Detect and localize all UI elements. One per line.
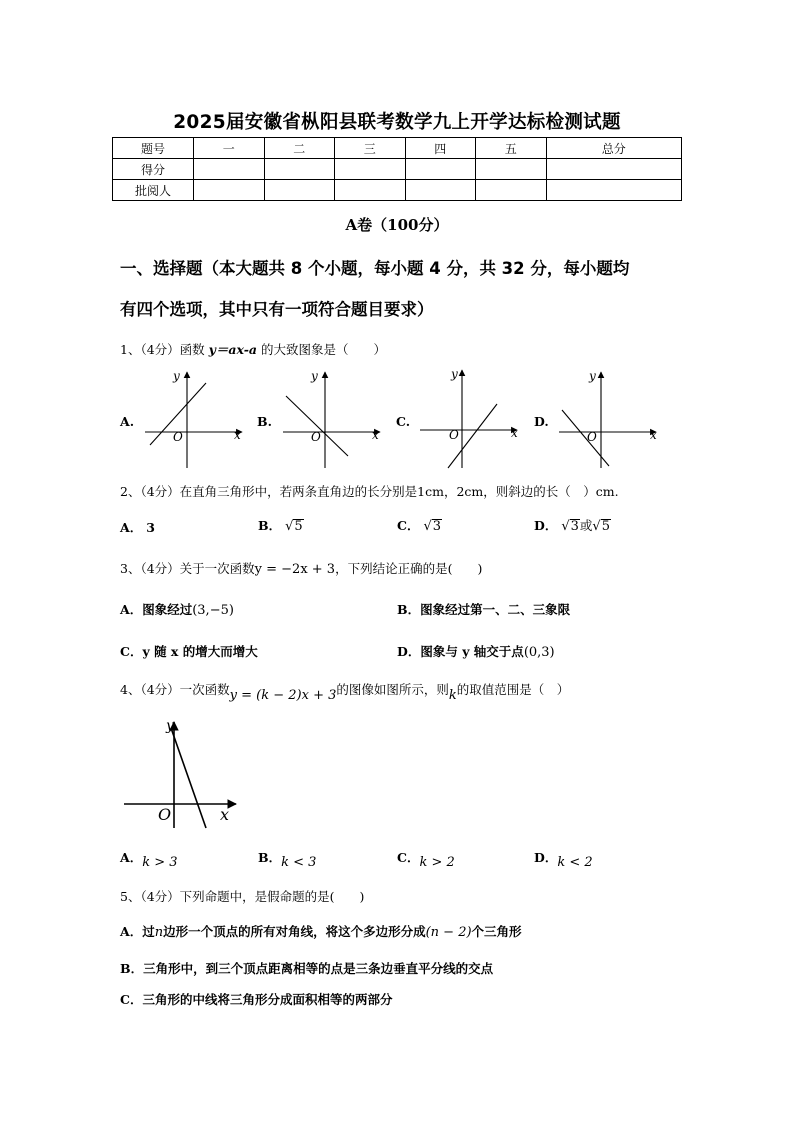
table-cell: 四 (405, 138, 476, 159)
table-cell[interactable] (335, 159, 406, 180)
volume-heading: A卷（100分） (345, 216, 449, 234)
q1-prefix: 1、（4分）函数 (120, 342, 205, 357)
question-2-stem: 2、（4分）在直角三角形中，若两条直角边的长分别是1cm，2cm，则斜边的长（ ）cm. (120, 484, 619, 499)
y-label: y (166, 718, 174, 734)
origin-label: O (587, 430, 597, 444)
table-cell[interactable] (476, 159, 547, 180)
section-heading-line2: 有四个选项，其中只有一项符合题目要求） (120, 300, 434, 319)
option-text: 图象经过 (142, 602, 193, 617)
table-cell[interactable] (194, 180, 265, 201)
q1-option-b-label: B. (257, 414, 272, 429)
q1-option-c-label: C. (396, 414, 411, 429)
q4-mid: 的图像如图所示，则 (336, 682, 449, 697)
table-cell[interactable] (264, 159, 335, 180)
radicand: 3 (570, 519, 579, 534)
origin-label: O (173, 430, 183, 444)
score-table-row (113, 180, 682, 201)
section-heading-line1: 一、选择题（本大题共 8 个小题，每小题 4 分，共 32 分，每小题均 (120, 259, 630, 278)
score-table-header-row (113, 138, 682, 159)
exam-title: 2025届安徽省枞阳县联考数学九上开学达标检测试题 (173, 112, 621, 133)
x-label: x (220, 805, 230, 824)
question-1-stem (120, 340, 386, 358)
q4-suffix: 的取值范围是（ ） (456, 682, 570, 697)
table-cell: 得分 (113, 159, 194, 180)
question-4-stem (120, 680, 570, 703)
q2-option-c (397, 516, 442, 534)
q4-formula: y = (k − 2)x + 3 (229, 688, 337, 703)
x-label: x (511, 426, 518, 440)
score-table (112, 137, 682, 201)
q3-formula: y = −2x + 3 (254, 562, 336, 577)
option-label: D． (397, 644, 421, 659)
q4-var: k (448, 688, 457, 703)
sqrt-sign: √ (285, 519, 294, 534)
table-cell: 五 (476, 138, 547, 159)
q5-option-c: C．三角形的中线将三角形分成面积相等的两部分 (120, 992, 393, 1007)
question-3-stem (120, 559, 482, 577)
q1-option-a-label: A. (120, 414, 135, 429)
option-text: 边形一个顶点的所有对角线，将这个多边形分成 (163, 924, 426, 939)
option-math: k < 2 (557, 855, 593, 870)
option-label: B． (258, 850, 282, 865)
q1-formula: y＝ax-a (208, 342, 258, 357)
table-cell: 二 (264, 138, 335, 159)
function-line (286, 396, 348, 456)
x-label: x (234, 428, 241, 442)
q4-option-a (120, 848, 178, 870)
sqrt-sign: √ (423, 519, 432, 534)
option-text: 图象与 y 轴交于点 (420, 644, 524, 659)
option-math: (n − 2) (425, 925, 472, 940)
table-cell: 三 (335, 138, 406, 159)
x-label: x (650, 428, 657, 442)
option-math: k < 3 (281, 855, 317, 870)
q3-option-a (120, 600, 234, 618)
y-label: y (451, 367, 458, 381)
radicand: 5 (294, 519, 303, 534)
table-cell[interactable] (405, 159, 476, 180)
q4-option-c (397, 848, 455, 870)
radicand: 5 (601, 519, 610, 534)
option-label: D． (534, 518, 558, 533)
q3-option-b (397, 600, 570, 618)
q3-option-d (397, 642, 555, 660)
option-math: k > 3 (142, 855, 178, 870)
origin-label: O (311, 430, 321, 444)
option-label: C． (397, 850, 420, 865)
y-label: y (589, 369, 596, 383)
option-text: 3 (146, 520, 155, 535)
q4-option-b (258, 848, 317, 870)
function-line (171, 728, 206, 828)
option-math: k > 2 (419, 855, 455, 870)
option-text: 个三角形 (471, 924, 522, 939)
table-cell[interactable] (546, 180, 682, 201)
table-cell[interactable] (546, 159, 682, 180)
option-label: D． (534, 850, 558, 865)
option-math: (0,3) (523, 645, 555, 660)
option-text: A．过 (120, 924, 155, 939)
q1-graph-a (140, 366, 250, 472)
table-cell: 题号 (113, 138, 194, 159)
table-cell[interactable] (476, 180, 547, 201)
option-label: A． (120, 520, 143, 535)
y-label: y (311, 369, 318, 383)
q2-option-b (258, 516, 304, 534)
question-5-stem: 5、（4分）下列命题中，是假命题的是( ) (120, 889, 365, 904)
q1-graph-d (554, 366, 664, 472)
origin-label: O (449, 428, 459, 442)
table-cell[interactable] (335, 180, 406, 201)
sqrt-sign: √ (561, 519, 570, 534)
table-cell: 一 (194, 138, 265, 159)
q3-prefix: 3、（4分）关于一次函数 (120, 561, 255, 576)
option-label: C． (397, 518, 420, 533)
score-table-row (113, 159, 682, 180)
q5-option-a (120, 922, 522, 940)
option-text: 图象经过第一、二、三象限 (420, 602, 571, 617)
q2-option-a (120, 518, 155, 536)
sqrt-sign: √ (592, 519, 601, 534)
option-label: A． (120, 850, 143, 865)
q5-option-b: B．三角形中，到三个顶点距离相等的点是三条边垂直平分线的交点 (120, 961, 494, 976)
option-label: A． (120, 602, 143, 617)
option-label: C． (120, 644, 143, 659)
q1-graph-c (415, 364, 525, 470)
table-cell: 批阅人 (113, 180, 194, 201)
q4-graph (122, 716, 240, 832)
table-cell[interactable] (194, 159, 265, 180)
q4-option-d (534, 848, 593, 870)
q1-suffix: 的大致图象是（ ） (261, 342, 387, 357)
option-label: B． (258, 518, 282, 533)
y-label: y (173, 369, 180, 383)
table-cell: 总分 (546, 138, 682, 159)
origin-label: O (158, 805, 172, 824)
q3-suffix: ，下列结论正确的是( ) (335, 561, 483, 576)
x-label: x (372, 428, 379, 442)
option-connector: 或 (579, 518, 593, 533)
q3-option-c (120, 642, 258, 660)
radicand: 3 (432, 519, 442, 534)
table-cell[interactable] (264, 180, 335, 201)
q2-option-d (534, 516, 611, 534)
q1-graph-b (278, 366, 388, 472)
option-text: y 随 x 的增大而增大 (142, 644, 258, 659)
option-math: (3,−5) (192, 603, 234, 618)
function-line (562, 410, 609, 466)
option-var: n (154, 925, 164, 940)
q1-option-d-label: D. (534, 414, 549, 429)
table-cell[interactable] (405, 180, 476, 201)
q4-prefix: 4、（4分）一次函数 (120, 682, 230, 697)
option-label: B． (397, 602, 421, 617)
